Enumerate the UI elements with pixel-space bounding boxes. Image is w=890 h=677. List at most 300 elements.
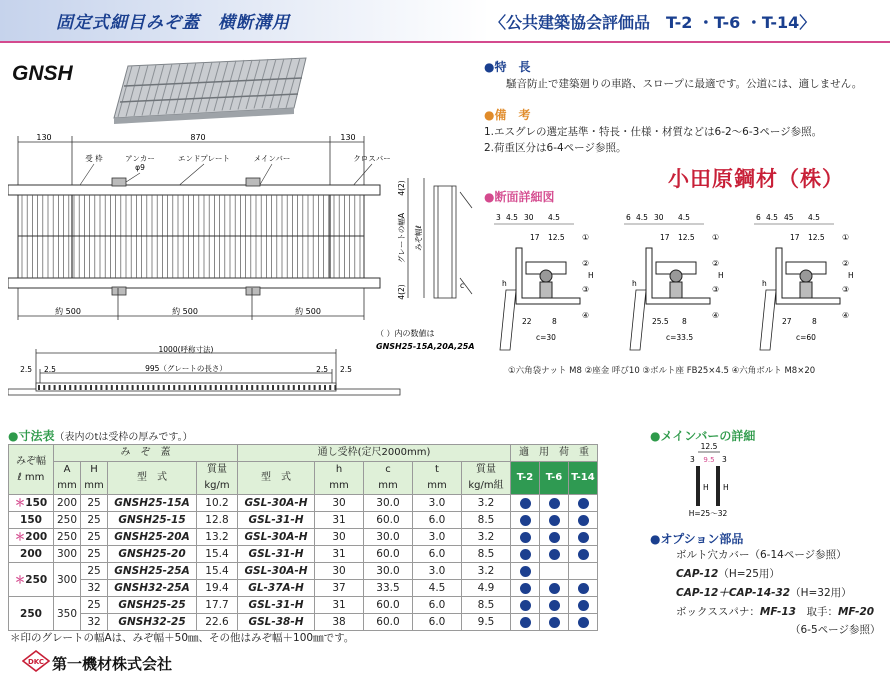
elev-bar bbox=[116, 385, 118, 390]
elev-bar bbox=[163, 385, 165, 390]
cell-fmass: 9.5 bbox=[462, 614, 511, 631]
cell-load-T-6 bbox=[540, 614, 569, 631]
elev-right-1: 2.5 bbox=[316, 365, 328, 374]
dim-bottom-2: 約 500 bbox=[172, 307, 198, 316]
elev-bar bbox=[246, 385, 248, 390]
header-rule bbox=[0, 41, 890, 43]
label-anchor: アンカー bbox=[125, 154, 155, 163]
side-dim-top: 4(2) bbox=[397, 180, 406, 196]
elev-bar bbox=[204, 385, 206, 390]
elev-bar bbox=[329, 385, 331, 390]
section-legend: ①六角袋ナット M8 ②座金 呼び10 ③ボルト座 FB25×4.5 ④六角ボルト M8×20 bbox=[508, 366, 816, 376]
load-ok-mark bbox=[520, 583, 531, 594]
profile-callout: ① bbox=[712, 233, 720, 242]
svg-text:DKC: DKC bbox=[27, 658, 45, 666]
elev-bar bbox=[184, 385, 186, 390]
elev-bar bbox=[95, 385, 97, 390]
evaluation-label: 〈公共建築協会評価品 T-2 ・T-6 ・T-14〉 bbox=[490, 13, 816, 32]
cell-c: 60.0 bbox=[364, 614, 413, 631]
cell-h: 25 bbox=[81, 546, 108, 563]
cell-load-T-2 bbox=[511, 495, 540, 512]
elev-bar bbox=[106, 385, 108, 390]
load-ok-mark bbox=[520, 532, 531, 543]
cell-load-T-6 bbox=[540, 563, 569, 580]
profile-c-dim: c=30 bbox=[536, 333, 556, 342]
cell-model: GNSH25-20A bbox=[108, 529, 197, 546]
mb-dim-top: 12.5 bbox=[700, 442, 718, 451]
cell-c: 60.0 bbox=[364, 512, 413, 529]
cell-width: ＊250 bbox=[9, 563, 54, 597]
elev-bar bbox=[43, 385, 45, 390]
profile-inner-dim: 12.5 bbox=[808, 233, 825, 242]
load-ok-mark bbox=[520, 498, 531, 509]
cell-frame: GSL-30A-H bbox=[238, 495, 315, 512]
cell-fmass: 4.9 bbox=[462, 580, 511, 597]
cell-model: GNSH25-15A bbox=[108, 495, 197, 512]
load-ok-mark bbox=[578, 600, 589, 611]
elev-bar bbox=[111, 385, 113, 390]
profile-c-dim: c=33.5 bbox=[666, 333, 694, 342]
cell-load-T-14 bbox=[569, 495, 598, 512]
elev-bar bbox=[308, 385, 310, 390]
load-ok-mark bbox=[520, 566, 531, 577]
col-group-load: 適 用 荷 重 bbox=[511, 445, 598, 462]
cell-frame: GSL-30A-H bbox=[238, 529, 315, 546]
cell-t: 6.0 bbox=[413, 546, 462, 563]
profile-top-dim: 4.5 bbox=[636, 213, 648, 222]
load-ok-mark bbox=[549, 498, 560, 509]
table-row bbox=[9, 495, 598, 512]
cell-load-T-2 bbox=[511, 529, 540, 546]
cell-model: GNSH25-25A bbox=[108, 563, 197, 580]
elev-bar bbox=[142, 385, 144, 390]
table-footnote: ＊印のグレートの幅Aは、みぞ幅＋50㎜、その他はみぞ幅＋100㎜です。 bbox=[10, 632, 355, 644]
cell-fmass: 8.5 bbox=[462, 512, 511, 529]
cell-load-T-2 bbox=[511, 546, 540, 563]
mb-dim-mid: 9.5 bbox=[703, 456, 715, 464]
side-grating-width: グレートの幅A bbox=[397, 212, 406, 264]
load-ok-mark bbox=[520, 549, 531, 560]
elev-bar bbox=[194, 385, 196, 390]
load-ok-mark bbox=[578, 515, 589, 526]
elev-bar bbox=[137, 385, 139, 390]
elev-bar bbox=[334, 385, 336, 390]
cell-mass: 15.4 bbox=[197, 563, 238, 580]
profile-nut bbox=[670, 270, 682, 282]
options-line2: CAP-12（H=25用） bbox=[676, 568, 780, 580]
side-dim-bottom: 4(2) bbox=[397, 284, 406, 300]
cell-t: 3.0 bbox=[413, 529, 462, 546]
cell-mass: 22.6 bbox=[197, 614, 238, 631]
cell-load-T-6 bbox=[540, 495, 569, 512]
profile-callout: ③ bbox=[712, 285, 720, 294]
cell-fh: 31 bbox=[315, 597, 364, 614]
elev-bar bbox=[121, 385, 123, 390]
profile-anchor bbox=[760, 290, 776, 350]
options-heading: ●オプション部品 bbox=[650, 532, 744, 546]
cell-fh: 37 bbox=[315, 580, 364, 597]
cell-c: 60.0 bbox=[364, 546, 413, 563]
col-groove-width: みぞ幅 ℓ mm bbox=[9, 445, 54, 495]
cell-load-T-14 bbox=[569, 614, 598, 631]
table-row bbox=[9, 546, 598, 563]
elev-bar bbox=[54, 385, 56, 390]
cell-c: 33.5 bbox=[364, 580, 413, 597]
profile-inner-dim: 12.5 bbox=[678, 233, 695, 242]
cell-a: 200 bbox=[54, 495, 81, 512]
profile-top-dim: 4.5 bbox=[808, 213, 820, 222]
elev-bar bbox=[230, 385, 232, 390]
elev-bar bbox=[80, 385, 82, 390]
cell-a: 350 bbox=[54, 597, 81, 631]
profile-bottom-dim: 25.5 bbox=[652, 317, 669, 326]
cell-load-T-6 bbox=[540, 546, 569, 563]
elev-bar bbox=[298, 385, 300, 390]
profile-top-dim: 4.5 bbox=[678, 213, 690, 222]
profile-anchor bbox=[630, 290, 646, 350]
mb-h-left: H bbox=[703, 483, 709, 492]
elev-bar bbox=[319, 385, 321, 390]
cell-t: 4.5 bbox=[413, 580, 462, 597]
load-ok-mark bbox=[520, 600, 531, 611]
cell-model: GNSH25-25 bbox=[108, 597, 197, 614]
profile-top-dim: 4.5 bbox=[506, 213, 518, 222]
cell-mass: 13.2 bbox=[197, 529, 238, 546]
product-photo bbox=[110, 56, 310, 126]
dim-bottom-1: 約 500 bbox=[55, 307, 81, 316]
profile-callout: ③ bbox=[582, 285, 590, 294]
company-name: 第一機材株式会社 bbox=[52, 655, 173, 673]
load-ok-mark bbox=[578, 583, 589, 594]
load-ok-mark bbox=[578, 532, 589, 543]
elev-bar bbox=[251, 385, 253, 390]
cell-load-T-2 bbox=[511, 597, 540, 614]
cell-frame: GSL-30A-H bbox=[238, 563, 315, 580]
elev-bar bbox=[100, 385, 102, 390]
maker-name: 小田原鋼材（株） bbox=[668, 167, 844, 191]
cell-frame: GSL-31-H bbox=[238, 597, 315, 614]
main-bar-heading: ●メインバーの詳細 bbox=[650, 429, 756, 443]
features-text: 騒音防止で建築廻りの車路、スロープに最適です。公道には、適しません。 bbox=[506, 78, 863, 90]
profile-bolt bbox=[540, 282, 552, 298]
elev-overall: 1000(呼称寸法) bbox=[158, 345, 214, 354]
load-ok-mark bbox=[578, 617, 589, 628]
elev-bar bbox=[303, 385, 305, 390]
table-row bbox=[9, 529, 598, 546]
profile-top-dim: 30 bbox=[654, 213, 664, 222]
profile-top-dim: 45 bbox=[784, 213, 794, 222]
elev-bar bbox=[38, 385, 40, 390]
elev-bar bbox=[262, 385, 264, 390]
elev-bar bbox=[48, 385, 50, 390]
profile-top-dim: 30 bbox=[524, 213, 534, 222]
cell-load-T-2 bbox=[511, 580, 540, 597]
cell-a: 300 bbox=[54, 563, 81, 597]
elevation-drawing bbox=[8, 345, 408, 415]
cell-t: 6.0 bbox=[413, 597, 462, 614]
cell-fh: 30 bbox=[315, 495, 364, 512]
elev-bar bbox=[215, 385, 217, 390]
profile-top-dim: 6 bbox=[626, 213, 631, 222]
profile-bolt bbox=[800, 282, 812, 298]
load-ok-mark bbox=[549, 515, 560, 526]
cell-fh: 38 bbox=[315, 614, 364, 631]
cell-mass: 19.4 bbox=[197, 580, 238, 597]
dimension-table-title: ●寸法表 bbox=[8, 429, 55, 443]
cell-c: 30.0 bbox=[364, 495, 413, 512]
model-name: GNSH bbox=[12, 62, 73, 85]
cell-h: 32 bbox=[81, 580, 108, 597]
load-ok-mark bbox=[549, 600, 560, 611]
cell-t: 6.0 bbox=[413, 614, 462, 631]
cell-load-T-2 bbox=[511, 512, 540, 529]
cell-load-T-6 bbox=[540, 597, 569, 614]
load-ok-mark bbox=[520, 515, 531, 526]
profile-bolt bbox=[670, 282, 682, 298]
dim-bottom-3: 約 500 bbox=[295, 307, 321, 316]
profile-bottom-dim: 8 bbox=[812, 317, 817, 326]
cell-load-T-14 bbox=[569, 529, 598, 546]
profile-top-dim: 3 bbox=[496, 213, 501, 222]
profile-callout: ② bbox=[582, 259, 590, 268]
cell-fmass: 3.2 bbox=[462, 495, 511, 512]
profile-callout: ② bbox=[712, 259, 720, 268]
cell-fh: 30 bbox=[315, 563, 364, 580]
cell-load-T-14 bbox=[569, 580, 598, 597]
dim-top-left: 130 bbox=[36, 133, 52, 142]
profile-bottom-dim: 27 bbox=[782, 317, 792, 326]
load-ok-mark bbox=[549, 532, 560, 543]
mb-dim-left: 3 bbox=[690, 455, 695, 464]
elev-bar bbox=[189, 385, 191, 390]
elev-bar bbox=[288, 385, 290, 390]
label-anchor-dia: φ9 bbox=[135, 163, 145, 172]
plan-note-1: （ ）内の数値は bbox=[376, 329, 435, 338]
cell-model: GNSH32-25 bbox=[108, 614, 197, 631]
elev-bar bbox=[69, 385, 71, 390]
elev-bar bbox=[282, 385, 284, 390]
cell-fh: 31 bbox=[315, 546, 364, 563]
elev-bar bbox=[272, 385, 274, 390]
plan-drawing bbox=[8, 130, 478, 355]
cell-load-T-14 bbox=[569, 546, 598, 563]
cell-a: 250 bbox=[54, 512, 81, 529]
elev-bar bbox=[220, 385, 222, 390]
profile-inner-dim: 12.5 bbox=[548, 233, 565, 242]
cell-width: 200 bbox=[9, 546, 54, 563]
load-ok-mark bbox=[578, 549, 589, 560]
plan-note-2: GNSH25-15A,20A,25A bbox=[376, 342, 475, 351]
cell-fmass: 8.5 bbox=[462, 546, 511, 563]
load-ok-mark bbox=[578, 498, 589, 509]
cell-fh: 30 bbox=[315, 529, 364, 546]
cell-fmass: 3.2 bbox=[462, 529, 511, 546]
cell-t: 3.0 bbox=[413, 495, 462, 512]
cell-t: 6.0 bbox=[413, 512, 462, 529]
profile-top-dim: 6 bbox=[756, 213, 761, 222]
elev-bar bbox=[293, 385, 295, 390]
elev-bar bbox=[158, 385, 160, 390]
profile-inner-dim: 17 bbox=[530, 233, 540, 242]
elev-bar bbox=[90, 385, 92, 390]
options-line4: ボックススパナ：MF-13 取手：MF-20 bbox=[676, 606, 875, 618]
elev-left-2: 2.5 bbox=[44, 365, 56, 374]
cell-frame: GSL-31-H bbox=[238, 546, 315, 563]
profile-callout: ④ bbox=[582, 311, 590, 320]
profile-bottom-dim: 22 bbox=[522, 317, 532, 326]
dim-top-right: 130 bbox=[340, 133, 356, 142]
col-group-frame: 通し受枠(定尺2000mm) bbox=[238, 445, 511, 462]
load-ok-mark bbox=[520, 617, 531, 628]
cell-width: ＊200 bbox=[9, 529, 54, 546]
cell-fh: 31 bbox=[315, 512, 364, 529]
elev-bar bbox=[74, 385, 76, 390]
cell-load-T-2 bbox=[511, 563, 540, 580]
elev-bar bbox=[324, 385, 326, 390]
cell-h: 25 bbox=[81, 563, 108, 580]
side-c-label: c bbox=[460, 281, 465, 290]
elev-bar bbox=[152, 385, 154, 390]
profile-h-label: h bbox=[632, 279, 637, 288]
table-row bbox=[9, 512, 598, 529]
profile-top-dim: 4.5 bbox=[766, 213, 778, 222]
cell-fmass: 8.5 bbox=[462, 597, 511, 614]
elev-grating: 995（グレートの長さ） bbox=[145, 364, 227, 373]
profile-c-dim: c=60 bbox=[796, 333, 816, 342]
cell-c: 30.0 bbox=[364, 563, 413, 580]
cell-load-T-14 bbox=[569, 563, 598, 580]
elev-bar bbox=[64, 385, 66, 390]
cell-load-T-6 bbox=[540, 580, 569, 597]
cell-frame: GSL-31-H bbox=[238, 512, 315, 529]
profile-H-label: H bbox=[588, 271, 594, 280]
cell-c: 30.0 bbox=[364, 529, 413, 546]
elev-bar bbox=[277, 385, 279, 390]
options-line5: （6-5ページ参照） bbox=[790, 624, 881, 636]
remarks-heading: ●備 考 bbox=[484, 108, 531, 122]
profile-anchor bbox=[500, 290, 516, 350]
load-ok-mark bbox=[549, 583, 560, 594]
dimension-table-heading bbox=[8, 427, 193, 444]
cell-width: 250 bbox=[9, 597, 54, 631]
table-row bbox=[9, 563, 598, 580]
section-profiles bbox=[486, 200, 886, 360]
cell-model: GNSH25-20 bbox=[108, 546, 197, 563]
cell-t: 3.0 bbox=[413, 563, 462, 580]
profile-callout: ① bbox=[842, 233, 850, 242]
cell-frame: GSL-38-H bbox=[238, 614, 315, 631]
cell-mass: 12.8 bbox=[197, 512, 238, 529]
elev-left-1: 2.5 bbox=[20, 365, 32, 374]
elev-bar bbox=[314, 385, 316, 390]
table-row bbox=[9, 614, 598, 631]
main-bar-diagram bbox=[676, 440, 736, 520]
dimension-table: みぞ幅 ℓ mm み ぞ 蓋 通し受枠(定尺2000mm) 適 用 荷 重 A mm H mm 型 式 質量 kg/m 型 式 h mm c mm t mm 質量 kg/m組 T-2 T-6 T-14 ＊150 200 25 GNSH25-15A 10.2 GSL-30A-H 30 30.0 3.0 3.2 150 250 25 GNSH25-15 12.8 GSL-31-H 31 60.0 6.0 8.5 ＊200 250 25 GNSH25-20A 13.2 GSL-30A-H 30 30.0 3.0 3.2 200 300 25 GNSH25-20 15.4 GSL-31-H 31 60.0 6.0 8.5 ＊250 300 25 GNSH25-25A 15.4 GSL-30A-H 30 30.0 3.0 3.2 32 GNSH32-25A 19.4 GL-37A-H 37 33.5 4.5 4.9 250 350 25 GNSH25-25 17.7 GSL-31-H 31 60.0 6.0 8.5 32 GNSH32-25 22.6 GSL-38-H 38 60.0 6.0 9.5 bbox=[8, 444, 598, 631]
elev-bar bbox=[126, 385, 128, 390]
dim-top-center: 870 bbox=[190, 133, 206, 142]
options-line1: ボルト穴カバー（6-14ページ参照） bbox=[676, 549, 847, 561]
col-group-lid: み ぞ 蓋 bbox=[54, 445, 238, 462]
profile-callout: ① bbox=[582, 233, 590, 242]
elev-bar bbox=[178, 385, 180, 390]
cell-h: 25 bbox=[81, 529, 108, 546]
cell-load-T-14 bbox=[569, 597, 598, 614]
elev-bar bbox=[241, 385, 243, 390]
elev-bar bbox=[85, 385, 87, 390]
elev-bar bbox=[267, 385, 269, 390]
profile-top-dim: 4.5 bbox=[548, 213, 560, 222]
cell-a: 300 bbox=[54, 546, 81, 563]
cell-a: 250 bbox=[54, 529, 81, 546]
mb-h-right: H bbox=[723, 483, 729, 492]
table-row bbox=[9, 580, 598, 597]
elev-bar bbox=[236, 385, 238, 390]
table-row bbox=[9, 597, 598, 614]
section-detail-heading: ●断面詳細図 bbox=[484, 190, 555, 204]
profile-inner-dim: 17 bbox=[660, 233, 670, 242]
profile-nut bbox=[540, 270, 552, 282]
cell-h: 32 bbox=[81, 614, 108, 631]
profile-bottom-dim: 8 bbox=[682, 317, 687, 326]
cell-load-T-6 bbox=[540, 529, 569, 546]
features-heading: ●特 長 bbox=[484, 60, 531, 74]
cell-load-T-6 bbox=[540, 512, 569, 529]
profile-callout: ④ bbox=[712, 311, 720, 320]
load-ok-mark bbox=[549, 617, 560, 628]
load-ok-mark bbox=[549, 549, 560, 560]
side-groove-width: みぞ幅ℓ bbox=[414, 225, 423, 251]
mb-caption: H=25〜32 bbox=[688, 509, 728, 518]
dimension-table-note: （表内のtは受枠の厚みです。） bbox=[54, 432, 193, 443]
cell-width: ＊150 bbox=[9, 495, 54, 512]
cell-h: 25 bbox=[81, 495, 108, 512]
elev-bar bbox=[147, 385, 149, 390]
options-line3: CAP-12＋CAP-14-32（H=32用） bbox=[676, 587, 852, 599]
elev-bar bbox=[173, 385, 175, 390]
elev-bar bbox=[168, 385, 170, 390]
label-frame: 受 枠 bbox=[85, 154, 103, 163]
elev-bar bbox=[132, 385, 134, 390]
cell-h: 25 bbox=[81, 512, 108, 529]
cell-mass: 15.4 bbox=[197, 546, 238, 563]
profile-callout: ③ bbox=[842, 285, 850, 294]
remarks-item-1: 1.エスグレの選定基準・特長・仕様・材質などは6-2～6-3ページ参照。 bbox=[484, 126, 823, 138]
cell-h: 25 bbox=[81, 597, 108, 614]
profile-bottom-dim: 8 bbox=[552, 317, 557, 326]
profile-callout: ④ bbox=[842, 311, 850, 320]
profile-inner-dim: 17 bbox=[790, 233, 800, 242]
cell-load-T-2 bbox=[511, 614, 540, 631]
cell-c: 60.0 bbox=[364, 597, 413, 614]
elev-right-2: 2.5 bbox=[340, 365, 352, 374]
label-main-bar: メインバー bbox=[253, 154, 291, 163]
profile-callout: ② bbox=[842, 259, 850, 268]
profile-nut bbox=[800, 270, 812, 282]
cell-frame: GL-37A-H bbox=[238, 580, 315, 597]
cell-fmass: 3.2 bbox=[462, 563, 511, 580]
profile-h-label: h bbox=[762, 279, 767, 288]
page-title: 固定式細目みぞ蓋 横断溝用 bbox=[56, 13, 290, 33]
profile-H-label: H bbox=[718, 271, 724, 280]
elev-bar bbox=[210, 385, 212, 390]
elev-bar bbox=[199, 385, 201, 390]
cell-load-T-14 bbox=[569, 512, 598, 529]
cell-width: 150 bbox=[9, 512, 54, 529]
cell-model: GNSH25-15 bbox=[108, 512, 197, 529]
elev-bar bbox=[225, 385, 227, 390]
elev-bar bbox=[256, 385, 258, 390]
profile-H-label: H bbox=[848, 271, 854, 280]
